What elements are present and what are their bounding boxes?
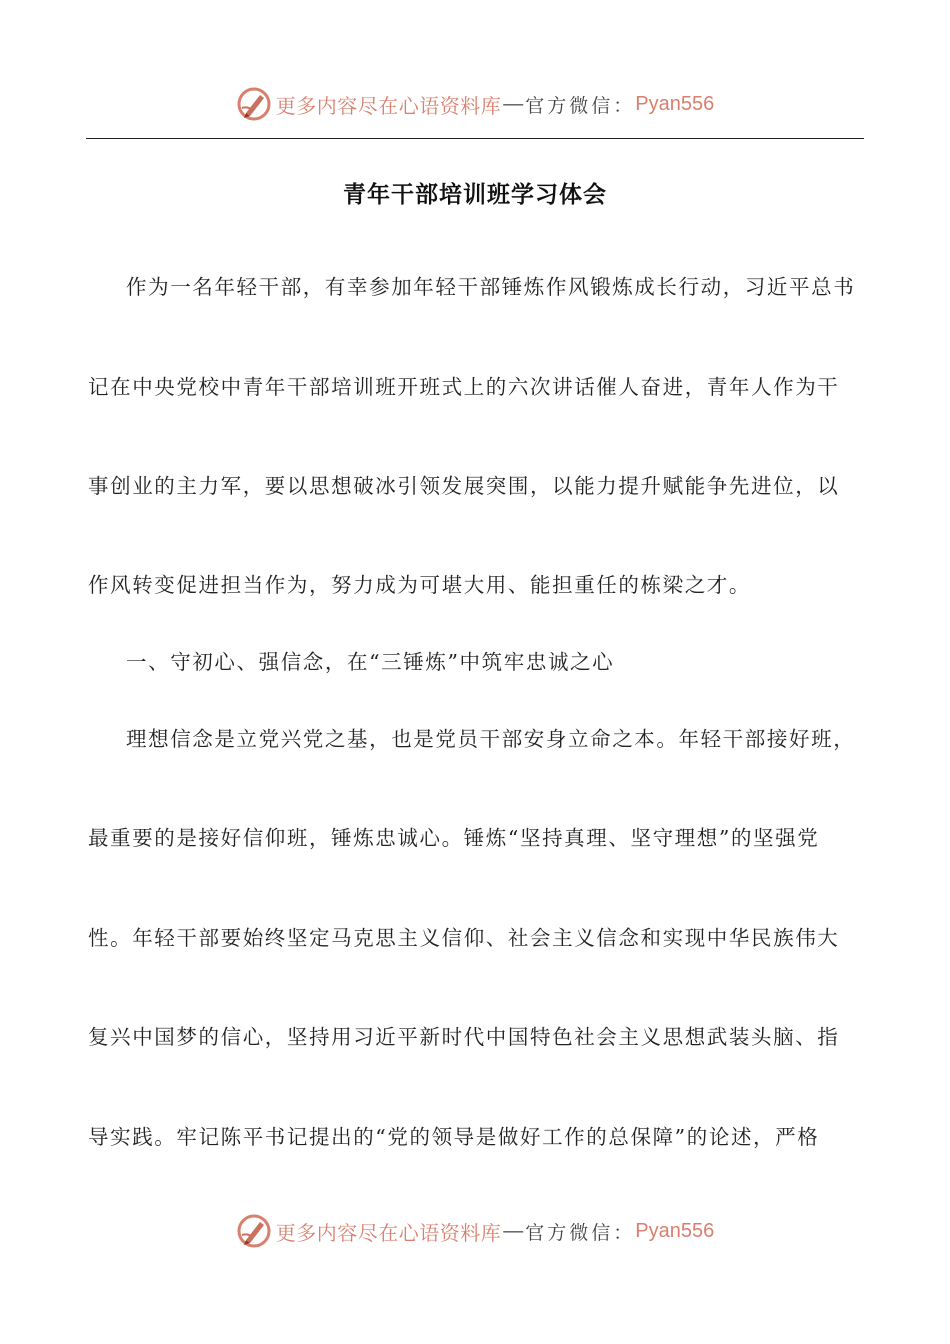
footer-banner bbox=[0, 1211, 950, 1251]
body-line: 性。年轻干部要始终坚定马克思主义信仰、社会主义信念和实现中华民族伟大 bbox=[88, 926, 840, 950]
banner-text: 更多内容尽在心语资料库 bbox=[275, 93, 502, 118]
pen-logo-icon bbox=[236, 1213, 272, 1249]
banner-separator: — bbox=[503, 1219, 524, 1242]
body-line: 作为一名年轻干部，有幸参加年轻干部锤炼作风锻炼成长行动，习近平总书 bbox=[126, 275, 856, 299]
wechat-label: 官方微信： bbox=[525, 94, 636, 117]
body-line: 理想信念是立党兴党之基，也是党员干部安身立命之本。年轻干部接好班， bbox=[126, 727, 856, 751]
body-line: 记在中央党校中青年干部培训班开班式上的六次讲话催人奋进，青年人作为干 bbox=[88, 375, 840, 399]
header-banner bbox=[0, 84, 950, 124]
banner-separator: — bbox=[503, 92, 524, 115]
body-line: 导实践。牢记陈平书记提出的“党的领导是做好工作的总保障”的论述，严格 bbox=[88, 1125, 820, 1149]
body-line: 事创业的主力军，要以思想破冰引领发展突围，以能力提升赋能争先进位，以 bbox=[88, 474, 840, 498]
pen-logo-icon bbox=[236, 86, 272, 122]
header-divider bbox=[86, 138, 864, 139]
document-title: 青年干部培训班学习体会 bbox=[343, 182, 607, 208]
wechat-id: Pyan556 bbox=[635, 92, 715, 115]
body-line: 作风转变促进担当作为，努力成为可堪大用、能担重任的栋梁之才。 bbox=[88, 573, 751, 597]
section-heading: 一、守初心、强信念，在“三锤炼”中筑牢忠诚之心 bbox=[126, 650, 615, 674]
body-line: 复兴中国梦的信心，坚持用习近平新时代中国特色社会主义思想武装头脑、指 bbox=[88, 1025, 840, 1049]
body-line: 最重要的是接好信仰班，锤炼忠诚心。锤炼“坚持真理、坚守理想”的坚强党 bbox=[88, 826, 820, 850]
wechat-id: Pyan556 bbox=[635, 1219, 715, 1242]
banner-text: 更多内容尽在心语资料库 bbox=[275, 1220, 502, 1245]
wechat-label: 官方微信： bbox=[525, 1221, 636, 1244]
